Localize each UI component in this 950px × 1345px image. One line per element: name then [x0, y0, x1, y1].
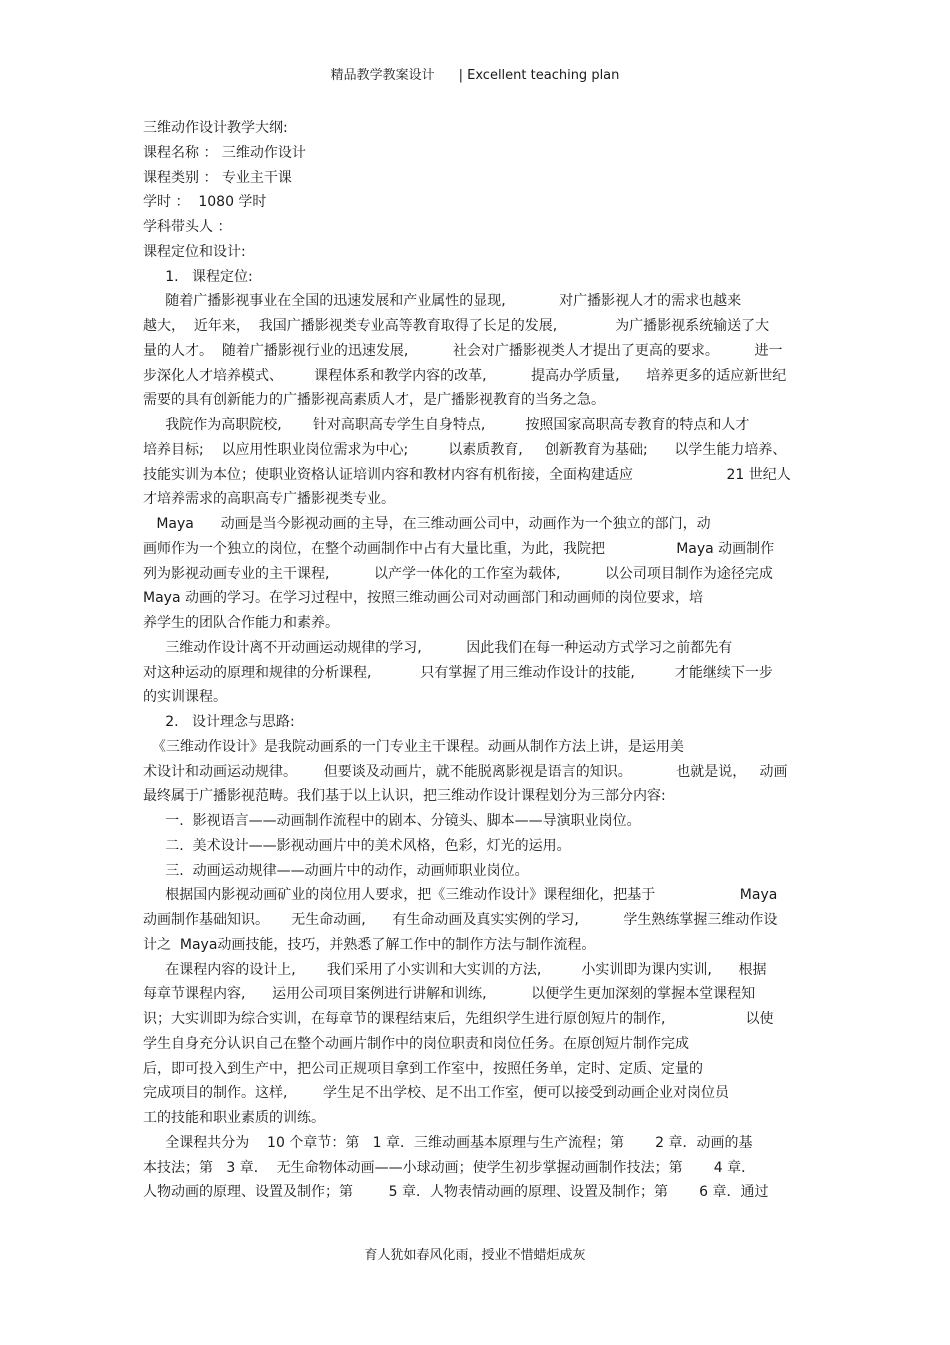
text-line: 步深化人才培养模式、 课程体系和教学内容的改革, 提高办学质量, 培养更多的适应新世纪 [143, 367, 787, 384]
text-line: 最终属于广播影视范畴。我们基于以上认识，把三维动作设计课程划分为三部分内容: [143, 788, 666, 805]
text-line: 才培养需求的高职高专广播影视类专业。 [143, 491, 395, 508]
text-line: 本技法；第 3 章． 无生命物体动画——小球动画；使学生初步掌握动画制作技法；第 4 章． [143, 1159, 756, 1176]
text-line: 我院作为高职院校, 针对高职高专学生自身特点, 按照国家高职高专教育的特点和人才 [143, 417, 750, 433]
text-line: 完成项目的制作。这样, 学生足不出学校、足不出工作室，便可以接受到动画企业对岗位员 [143, 1085, 730, 1102]
text-line: 全课程共分为 10 个章节：第 1 章．三维动画基本原理与生产流程；第 2 章．动画的基 [143, 1134, 753, 1151]
text-line: 量的人才。 随着广播影视行业的迅速发展, 社会对广播影视类人才提出了更高的要求。 进一 [143, 342, 783, 359]
text-line: 需要的具有创新能力的广播影视高素质人才，是广播影视教育的当务之急。 [143, 392, 605, 409]
text-line: 一. 影视语言——动画制作流程中的剧本、分镜头、脚本——导演职业岗位。 [143, 813, 641, 829]
text-line: 三维动作设计离不开动画运动规律的学习, 因此我们在每一种运动方式学习之前都先有 [143, 639, 733, 656]
text-line: 人物动画的原理、设置及制作；第 5 章．人物表情动画的原理、设置及制作；第 6 章．通过 [143, 1184, 769, 1201]
text-line: 《三维动作设计》是我院动画系的一门专业主干课程。动画从制作方法上讲，是运用美 [143, 738, 684, 755]
text-line: 识；大实训即为综合实训，在每章节的课程结束后，先组织学生进行原创短片的制作, 以使 [143, 1011, 774, 1027]
text-line: 2. 设计理念与思路: [143, 714, 295, 730]
text-line: 课程定位和设计: [143, 243, 246, 260]
text-line: 工的技能和职业素质的训练。 [143, 1110, 325, 1126]
page-header [0, 66, 950, 86]
text-line: Maya 动画是当今影视动画的主导，在三维动画公司中，动画作为一个独立的部门，动 [143, 516, 711, 532]
text-line: 随着广播影视事业在全国的迅速发展和产业属性的显现, 对广播影视人才的需求也越来 [143, 293, 742, 310]
text-line: 动画制作基础知识。 无生命动画, 有生命动画及真实实例的学习, 学生熟练掌握三维动作设 [143, 912, 778, 928]
text-line: 培养目标; 以应用性职业岗位需求为中心; 以素质教育, 创新教育为基础; 以学生能力培养、 [143, 441, 787, 458]
text-line: 课程类别 ： 专业主干课 [143, 169, 292, 186]
text-line: 根据国内影视动画矿业的岗位用人要求，把《三维动作设计》课程细化，把基于 Maya [143, 887, 778, 904]
header-title: 精品教学教案设计 [330, 68, 435, 83]
text-line: 在课程内容的设计上, 我们采用了小实训和大实训的方法, 小实训即为课内实训, 根据 [143, 961, 767, 978]
text-line: 二. 美术设计——影视动画片中的美术风格，色彩，灯光的运用。 [143, 837, 571, 854]
text-line: 学科带头人 ： [143, 219, 232, 235]
text-line: 每章节课程内容, 运用公司项目案例进行讲解和训练, 以便学生更加深刻的掌握本堂课程知 [143, 986, 756, 1003]
text-line: 列为影视动画专业的主干课程, 以产学一体化的工作室为载体, 以公司项目制作为途径完成 [143, 565, 773, 582]
text-line: 术设计和动画运动规律。 但要谈及动画片，就不能脱离影视是语言的知识。 也就是说， 动画 [143, 763, 788, 780]
header-subtitle: | Excellent teaching plan [458, 68, 620, 83]
page-footer: 育人犹如春风化雨，授业不惜蜡炬成灰 [364, 1248, 586, 1263]
text-line: 1. 课程定位: [143, 268, 253, 285]
text-line: 越大， 近年来， 我国广播影视类专业高等教育取得了长足的发展, 为广播影视系统输送了大 [143, 318, 770, 334]
text-line: 课程名称 ： 三维动作设计 [143, 144, 306, 161]
text-line: 后，即可投入到生产中，把公司正规项目拿到工作室中，按照任务单，定时、定质、定量的 [143, 1060, 703, 1077]
text-line: 的实训课程。 [143, 689, 227, 706]
text-line: 三. 动画运动规律——动画片中的动作，动画师职业岗位。 [143, 862, 529, 879]
text-line: 养学生的团队合作能力和素养。 [143, 615, 339, 631]
text-line: 画师作为一个独立的岗位，在整个动画制作中占有大量比重，为此，我院把 Maya 动画制作 [143, 540, 775, 557]
text-line: 三维动作设计教学大纲: [143, 120, 288, 136]
text-line: 学时 ： 1080 学时 [143, 194, 267, 211]
document-body [143, 116, 807, 1205]
text-line: 计之 Maya动画技能，技巧，并熟悉了解工作中的制作方法与制作流程。 [143, 936, 596, 953]
text-line: 技能实训为本位；使职业资格认证培训内容和教材内容有机衔接，全面构建适应 21 世纪人 [143, 466, 791, 483]
text-line: 学生自身充分认识自己在整个动画片制作中的岗位职责和岗位任务。在原创短片制作完成 [143, 1035, 689, 1052]
text-line: 对这种运动的原理和规律的分析课程, 只有掌握了用三维动作设计的技能, 才能继续下一步 [143, 664, 773, 681]
text-line: Maya 动画的学习。在学习过程中，按照三维动画公司对动画部门和动画师的岗位要求，培 [143, 590, 703, 607]
